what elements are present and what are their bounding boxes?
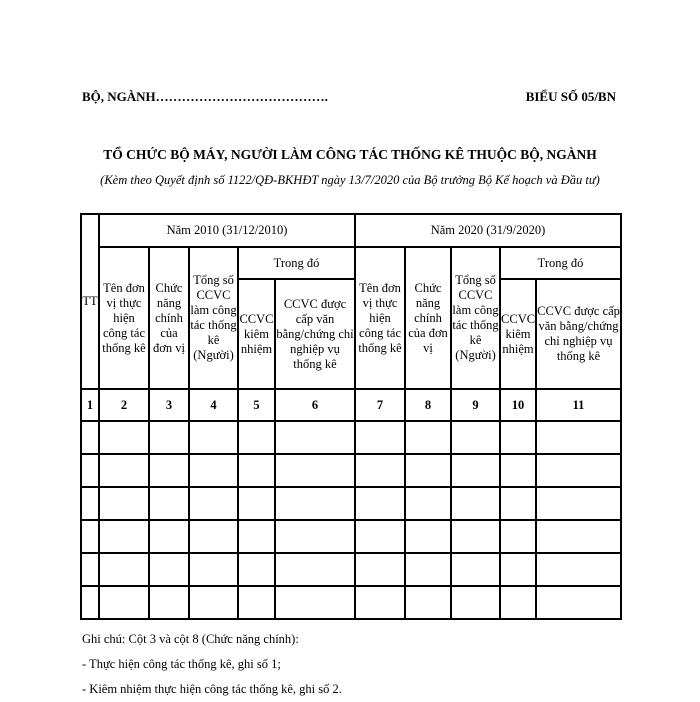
column-number: 11 [536, 389, 621, 421]
table-row [81, 487, 621, 520]
table-row [81, 586, 621, 619]
empty-cell [405, 586, 451, 619]
column-number: 9 [451, 389, 500, 421]
empty-cell [405, 454, 451, 487]
empty-cell [275, 421, 355, 454]
empty-cell [536, 487, 621, 520]
column-number: 7 [355, 389, 405, 421]
empty-cell [355, 487, 405, 520]
note-line: Ghi chú: Cột 3 và cột 8 (Chức năng chính): [82, 632, 299, 646]
note-line: - Thực hiện công tác thống kê, ghi số 1; [82, 657, 281, 671]
empty-cell [99, 487, 149, 520]
empty-cell [451, 487, 500, 520]
column-number: 1 [81, 389, 99, 421]
empty-cell [149, 586, 189, 619]
header-function-2020: Chức năng chính của đơn vị [405, 247, 451, 389]
empty-cell [500, 454, 536, 487]
column-number: 8 [405, 389, 451, 421]
header-function-2010: Chức năng chính của đơn vị [149, 247, 189, 389]
ministry-label: BỘ, NGÀNH…………………………………. [82, 89, 328, 104]
empty-cell [189, 454, 238, 487]
empty-cell [500, 520, 536, 553]
empty-cell [238, 454, 275, 487]
column-number: 4 [189, 389, 238, 421]
header-total-2010: Tổng số CCVC làm công tác thống kê (Người) [189, 247, 238, 389]
empty-cell [500, 421, 536, 454]
empty-cell [238, 520, 275, 553]
empty-cell [451, 421, 500, 454]
empty-cell [189, 520, 238, 553]
header-unit-2020: Tên đơn vị thực hiện công tác thống kê [355, 247, 405, 389]
header-year-2010: Năm 2010 (31/12/2010) [99, 214, 355, 247]
header-tt: TT [81, 214, 99, 389]
empty-cell [355, 520, 405, 553]
empty-cell [451, 520, 500, 553]
empty-cell [275, 553, 355, 586]
empty-cell [189, 553, 238, 586]
empty-cell [99, 421, 149, 454]
table-row [81, 520, 621, 553]
column-number: 3 [149, 389, 189, 421]
empty-cell [275, 454, 355, 487]
empty-cell [500, 553, 536, 586]
table-row [81, 421, 621, 454]
notes [82, 627, 342, 702]
empty-cell [355, 421, 405, 454]
empty-cell [99, 454, 149, 487]
form-number: BIỂU SỐ 05/BN [525, 89, 616, 104]
empty-cell [238, 586, 275, 619]
empty-cell [81, 586, 99, 619]
empty-cell [275, 586, 355, 619]
empty-cell [99, 586, 149, 619]
empty-cell [81, 487, 99, 520]
header-concurrent-2020: CCVC kiêm nhiệm [500, 279, 536, 389]
column-number: 10 [500, 389, 536, 421]
empty-cell [99, 520, 149, 553]
empty-cell [355, 454, 405, 487]
empty-cell [149, 487, 189, 520]
header-unit-2010: Tên đơn vị thực hiện công tác thống kê [99, 247, 149, 389]
empty-cell [81, 454, 99, 487]
empty-cell [189, 421, 238, 454]
header-certified-2010: CCVC được cấp văn bằng/chứng chỉ nghiệp vụ thống kê [275, 279, 355, 389]
table-row [81, 553, 621, 586]
header-in-which-2020: Trong đó [500, 247, 621, 279]
empty-cell [149, 421, 189, 454]
empty-cell [405, 553, 451, 586]
empty-cell [189, 487, 238, 520]
empty-cell [149, 454, 189, 487]
empty-cell [500, 487, 536, 520]
header-in-which-2010: Trong đó [238, 247, 355, 279]
empty-cell [536, 454, 621, 487]
table-row [81, 454, 621, 487]
header-certified-2020: CCVC được cấp văn bằng/chứng chỉ nghiệp vụ thống kê [536, 279, 621, 389]
column-number: 5 [238, 389, 275, 421]
empty-cell [355, 586, 405, 619]
document-subtitle: (Kèm theo Quyết định số 1122/QĐ-BKHĐT ngày 13/7/2020 của Bộ trưởng Bộ Kế hoạch và Đầu tư) [100, 173, 600, 187]
empty-cell [149, 553, 189, 586]
empty-cell [81, 553, 99, 586]
empty-cell [81, 520, 99, 553]
empty-cell [355, 553, 405, 586]
statistics-table [80, 213, 622, 620]
empty-cell [500, 586, 536, 619]
header-total-2020: Tổng số CCVC làm công tác thống kê (Người) [451, 247, 500, 389]
empty-cell [405, 487, 451, 520]
document-title: TỔ CHỨC BỘ MÁY, NGƯỜI LÀM CÔNG TÁC THỐNG KÊ THUỘC BỘ, NGÀNH [103, 147, 597, 162]
column-number: 6 [275, 389, 355, 421]
empty-cell [451, 586, 500, 619]
note-line: - Kiêm nhiệm thực hiện công tác thống kê, ghi số 2. [82, 682, 342, 696]
empty-cell [451, 553, 500, 586]
empty-cell [189, 586, 238, 619]
empty-cell [451, 454, 500, 487]
empty-cell [81, 421, 99, 454]
empty-cell [536, 520, 621, 553]
header-year-2020: Năm 2020 (31/9/2020) [355, 214, 621, 247]
empty-cell [275, 520, 355, 553]
empty-cell [238, 421, 275, 454]
empty-cell [405, 421, 451, 454]
empty-cell [536, 586, 621, 619]
empty-cell [275, 487, 355, 520]
header-concurrent-2010: CCVC kiêm nhiệm [238, 279, 275, 389]
empty-cell [238, 553, 275, 586]
empty-cell [99, 553, 149, 586]
column-number: 2 [99, 389, 149, 421]
empty-cell [405, 520, 451, 553]
empty-cell [149, 520, 189, 553]
empty-cell [536, 421, 621, 454]
empty-cell [536, 553, 621, 586]
empty-cell [238, 487, 275, 520]
